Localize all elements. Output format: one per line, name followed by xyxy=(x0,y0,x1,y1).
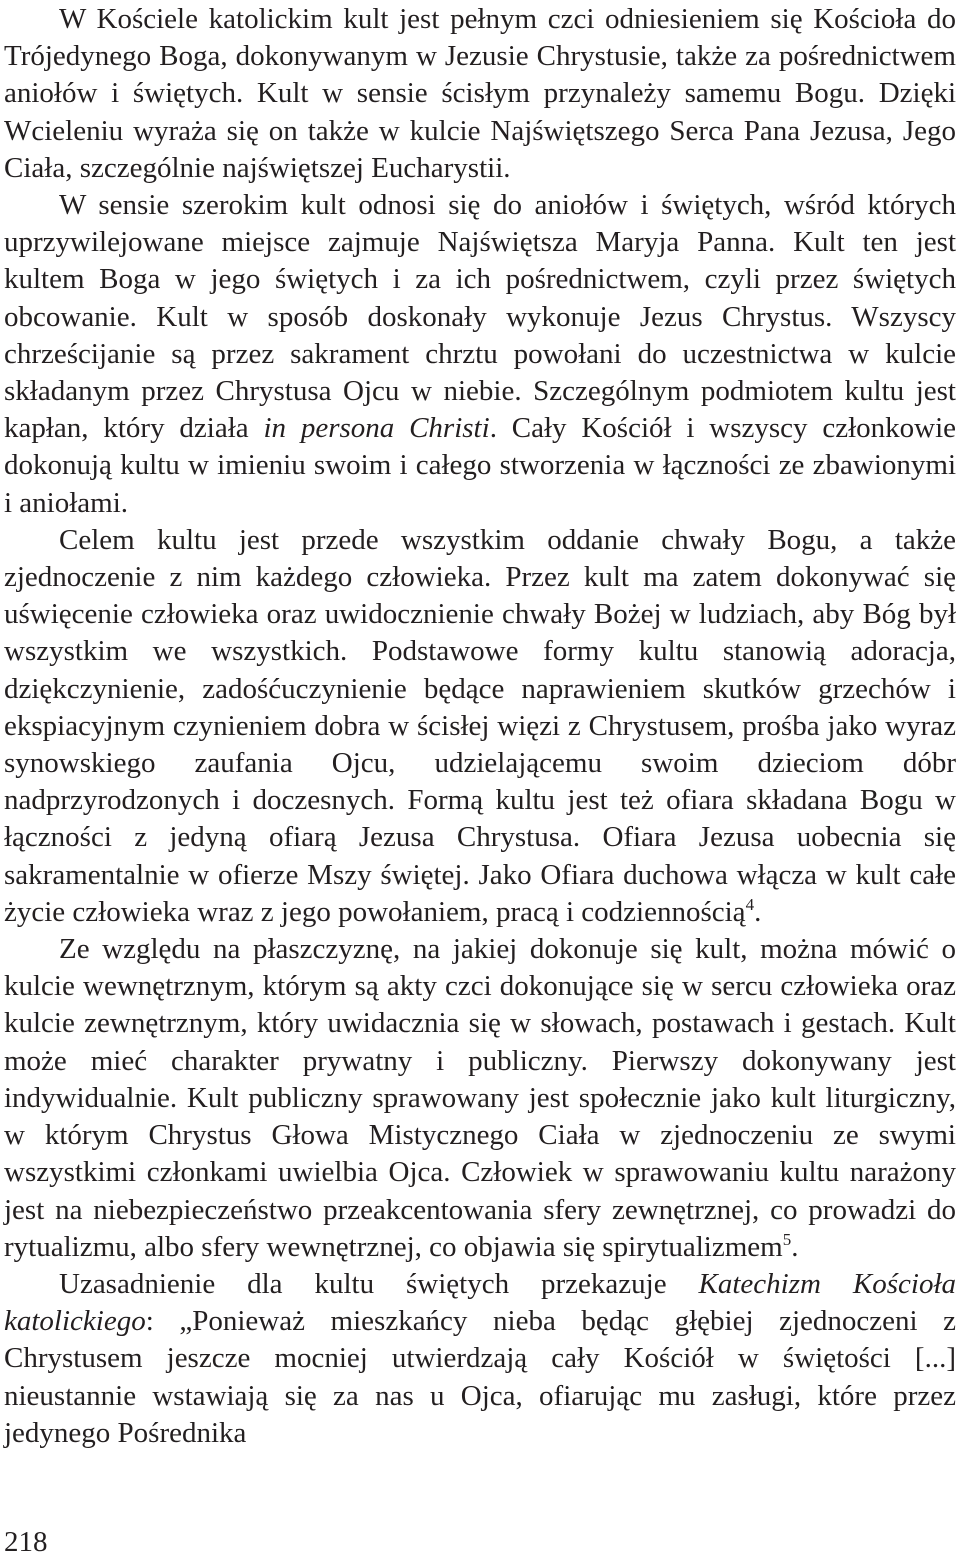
paragraph-1-text: W Kościele katolickim kult jest pełnym czci odniesieniem się Kościoła do Trójedynego Boga, dokonywanym w Jezusie Chrystusie, także za pośrednictwem aniołów i świętych. Kult w sensie ścisłym przynależy samemu Bogu. Dzięki Wcieleniu wyraża się on także w kulcie Najświętszego Serca Pana Jezusa, Jego Ciała, szczególnie najświętszej Eucharystii. xyxy=(4,3,956,184)
paragraph-2-text-a: W sensie szerokim kult odnosi się do aniołów i świętych, wśród których uprzywilejowane miejsce zajmuje Najświętsza Maryja Panna. Kult ten jest kultem Boga w jego świętych i za ich pośrednictwem, czyli przez świętych obcowanie. Kult w sposób doskonały wykonuje Jezus Chrystus. Wszyscy chrześcijanie są przez sakrament chrztu powołani do uczestnictwa w kulcie składanym przez Chrystusa Ojcu w niebie. Szczególnym podmiotem kultu jest kapłan, który działa xyxy=(4,189,956,445)
paragraph-5 xyxy=(4,1266,956,1452)
paragraph-4-text: Ze względu na płaszczyznę, na jakiej dokonuje się kult, można mówić o kulcie wewnętrznym, którym są akty czci dokonujące się w sercu człowieka oraz kulcie zewnętrznym, który uwidacznia się w słowach, postawach i gestach. Kult może mieć charakter prywatny i publiczny. Pierwszy dokonywany jest indywidualnie. Kult publiczny sprawowany jest społecznie jako kult liturgiczny, w którym Chrystus Głowa Mistycznego Ciała w zjednoczeniu ze swymi wszystkimi członkami uwielbia Ojca. Człowiek w sprawowaniu kultu narażony jest na niebezpieczeństwo przeakcentowania sfery zewnętrznej, co prowadzi do rytualizmu, albo sfery wewnętrznej, co objawia się spirytualizmem xyxy=(4,933,956,1263)
paragraph-4-end: . xyxy=(791,1230,799,1263)
paragraph-3-text: Celem kultu jest przede wszystkim oddanie chwały Bogu, a także zjednoczenie z nim każdego człowieka. Przez kult ma zatem dokonywać się uświęcenie człowieka oraz uwidocznienie chwały Bożej w ludziach, aby Bóg był wszystkim we wszystkich. Podstawowe formy kultu stanowią adoracja, dziękczynienie, zadośćuczynienie będące naprawieniem skutków grzechów i ekspiacyjnym czynieniem dobra w ścisłej więzi z Chrystusem, prośba jako wyraz synowskiego zaufania Ojcu, udzielającemu swoim dzieciom dóbr nadprzyrodzonych i doczesnych. Formą kultu jest też ofiara składana Bogu w łączności z jedyną ofiarą Jezusa Chrystusa. Ofiara Jezusa uobecnia się sakramentalnie w ofierze Mszy świętej. Jako Ofiara duchowa włącza w kult całe życie człowieka wraz z jego powołaniem, pracą i codziennością xyxy=(4,523,956,928)
paragraph-4 xyxy=(4,931,956,1266)
page-body xyxy=(4,0,956,1452)
paragraph-3 xyxy=(4,522,956,931)
paragraph-1 xyxy=(4,0,956,187)
paragraph-2-italic-phrase: in persona Christi xyxy=(263,412,490,445)
paragraph-2 xyxy=(4,187,956,522)
page-number: 218 xyxy=(4,1526,48,1558)
paragraph-5-text-b: : „Ponieważ mieszkańcy nieba będąc głębiej zjednoczeni z Chrystusem jeszcze mocniej utwierdzają cały Kościół w świętości [...] nieustannie wstawiają się za nas u Ojca, ofiarując mu zasługi, które przez jedynego Pośrednika xyxy=(4,1305,956,1449)
footnote-ref-5: 5 xyxy=(782,1229,792,1249)
footnote-ref-4: 4 xyxy=(745,894,755,914)
paragraph-5-text-a: Uzasadnienie dla kultu świętych przekazuje xyxy=(59,1267,699,1300)
paragraph-5-book-title: Katechizm Kościoła katolickiego xyxy=(4,1267,956,1338)
paragraph-2-text-b: . Cały Kościół i wszyscy członkowie dokonują kultu w imieniu swoim i całego stworzenia w łączności ze zbawionymi i aniołami. xyxy=(4,412,956,519)
paragraph-3-end: . xyxy=(754,895,762,928)
